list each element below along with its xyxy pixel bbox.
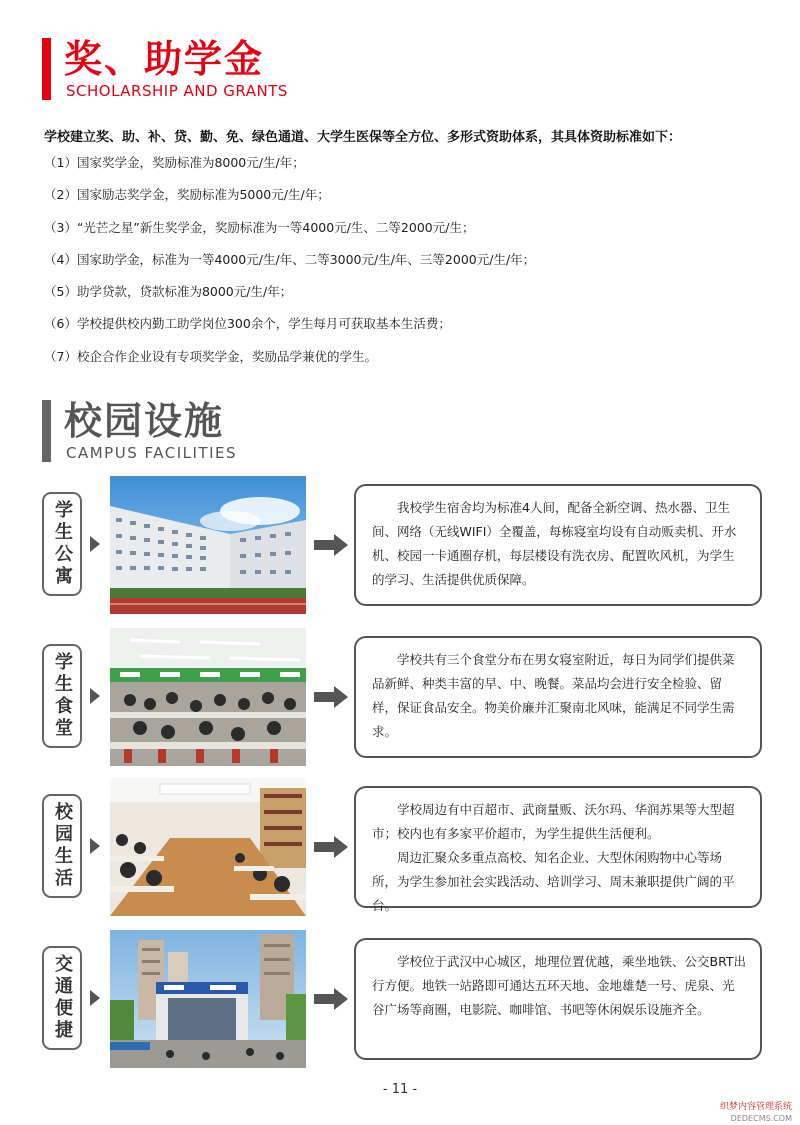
right-arrow-icon [314, 988, 348, 1010]
pointer-triangle-icon [90, 838, 100, 854]
right-arrow-icon [314, 686, 348, 708]
facilities-subtitle: CAMPUS FACILITIES [66, 444, 238, 462]
description-paragraph: 周边汇聚众多重点高校、知名企业、大型休闲购物中心等场所，为学生参加社会实践活动、培训学习、周末兼职提供广阔的平台。 [372, 850, 735, 913]
facility-label-canteen [42, 644, 82, 748]
scholarship-accent-bar [42, 38, 51, 100]
scholarship-item: （6）学校提供校内勤工助学岗位300余个，学生每月可获取基本生活费； [44, 316, 451, 332]
pointer-triangle-icon [90, 536, 100, 552]
scholarship-item: （3）“光芒之星”新生奖学金，奖励标准为一等4000元/生、二等2000元/生； [44, 219, 475, 235]
campus-life-photo [110, 778, 306, 916]
facility-label-text: 校园生活 [52, 802, 73, 890]
facility-label-text: 学生食堂 [52, 652, 73, 740]
scholarship-title: 奖、助学金 [64, 37, 265, 81]
pointer-triangle-icon [90, 990, 100, 1006]
canteen-photo [110, 628, 306, 766]
scholarship-intro: 学校建立奖、助、补、贷、勤、免、绿色通道、大学生医保等全方位、多形式资助体系，其具体资助标准如下： [44, 130, 682, 145]
scholarship-item: （2）国家励志奖学金，奖励标准为5000元/生/年； [44, 187, 330, 203]
scholarship-item: （7）校企合作企业设有专项奖学金，奖励品学兼优的学生。 [44, 348, 377, 364]
transportation-description [354, 938, 762, 1060]
scholarship-list [44, 152, 764, 378]
description-paragraph: 学校周边有中百超市、武商量贩、沃尔玛、华润苏果等大型超市；校内也有多家平价超市，为学生提供生活便利。 [372, 802, 735, 841]
right-arrow-icon [314, 836, 348, 858]
canteen-description [354, 636, 762, 758]
dormitory-photo [110, 476, 306, 614]
facilities-accent-bar [42, 400, 51, 462]
facility-label-text: 交通便捷 [52, 954, 73, 1042]
scholarship-item: （5）助学贷款，贷款标准为8000元/生/年； [44, 284, 293, 300]
transportation-photo [110, 930, 306, 1068]
right-arrow-icon [314, 534, 348, 556]
facility-label-campus-life [42, 794, 82, 898]
description-paragraph: 学校位于武汉中心城区，地理位置优越，乘坐地铁、公交BRT出行方便。地铁一站路即可通达五环天地、金地雄楚一号、虎泉、光谷广场等商圈，电影院、咖啡馆、书吧等休闲娱乐设施齐全。 [372, 954, 746, 1017]
scholarship-item: （1）国家奖学金，奖励标准为8000元/生/年； [44, 155, 305, 170]
description-paragraph: 我校学生宿舍均为标准4人间，配备全新空调、热水器、卫生间、网络（无线WIFI）全覆盖，每栋寝室均设有自动贩卖机、开水机、校园一卡通圈存机，每层楼设有洗衣房、配置吹风机，为学生的学习、生活提供优质保障。 [372, 500, 737, 587]
watermark-text: 织梦内容管理系统 [719, 1102, 792, 1112]
scholarship-item: （4）国家助学金，标准为一等4000元/生/年、二等3000元/生/年、三等2000元/生/年； [44, 251, 536, 267]
facility-label-dormitory [42, 492, 82, 596]
page-number: - 11 - [382, 1082, 418, 1097]
dormitory-description [354, 484, 762, 606]
scholarship-subtitle: SCHOLARSHIP AND GRANTS [66, 82, 288, 100]
facility-label-text: 学生公寓 [52, 500, 73, 588]
pointer-triangle-icon [90, 688, 100, 704]
campus-life-description [354, 786, 762, 913]
watermark-domain: DEDECMS.COM [730, 1114, 792, 1123]
description-paragraph: 学校共有三个食堂分布在男女寝室附近，每日为同学们提供菜品新鲜、种类丰富的早、中、晚餐。菜品均会进行安全检验、留样，保证食品安全。物美价廉并汇聚南北风味，能满足不同学生需求。 [372, 652, 735, 739]
facilities-title: 校园设施 [64, 399, 225, 443]
watermark [720, 1102, 792, 1124]
facility-label-transportation [42, 946, 82, 1050]
